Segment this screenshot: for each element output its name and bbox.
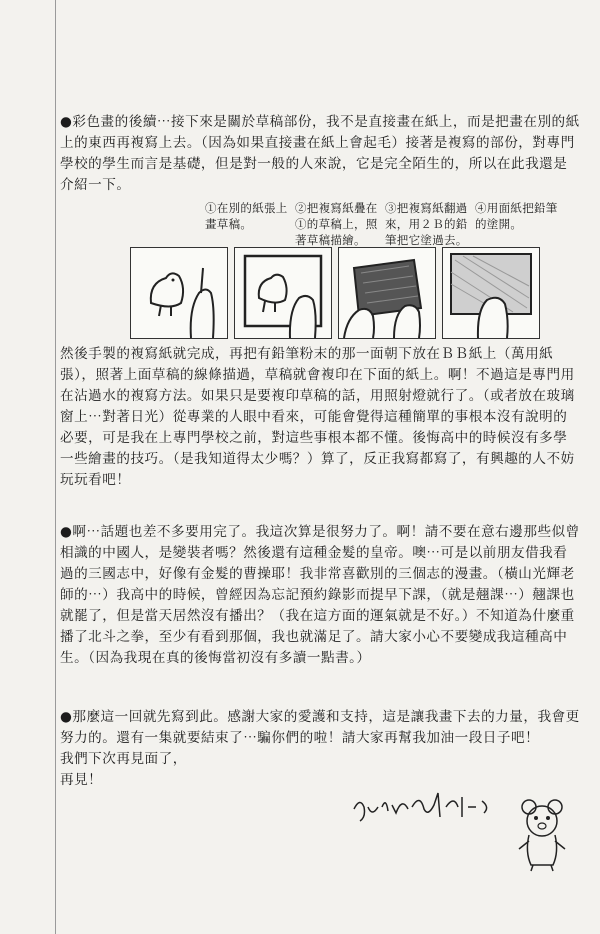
paragraph-chat: ●啊⋯話題也差不多要用完了。我這次算是很努力了。啊！請不要在意右邊那些似曾相識的中國人，是變裝者嗎？然後還有這種金髮的皇帝。噢⋯可是以前朋友借我看過的三國志中，好像有金髮的曹操耶！我非常喜歡別的三個志的漫畫。（橫山光輝老師的⋯）我高中的時候，曾經因為忘記預約錄影而提早下課，（就是翹課⋯）翹課也就罷了，但是當天居然沒有播出？（我在這方面的運氣就是不好。）不知道為什麼重播了北斗之拳，至少有看到那個，我也就滿足了。請大家小心不要變成我這種高中生。（因為我現在真的後悔當初沒有多讀一點書。） — [60, 524, 580, 666]
paragraph-intro: ●彩色畫的後續⋯接下來是關於草稿部份，我不是直接畫在紙上，而是把畫在別的紙上的東西再複寫上去。（因為如果直接畫在紙上會起毛）接著是複寫的部份，對專門學校的學生而言是基礎，但是對一般的人來說，它是完全陌生的，所以在此我還是介紹一下。 — [60, 114, 580, 193]
illustration-panels — [130, 247, 540, 339]
author-signature — [350, 787, 510, 827]
illustration-panel-4 — [442, 247, 540, 339]
paragraph-closing — [60, 707, 580, 791]
illustration-panel-1 — [130, 247, 228, 339]
step-caption-4: ④用面紙把鉛筆的塗開。 — [475, 201, 558, 231]
step-caption-3: ③把複寫紙翻過來，用２Ｂ的鉛筆把它塗過去。 — [385, 201, 468, 247]
illustration-panel-3 — [338, 247, 436, 339]
illustration-panel-2 — [234, 247, 332, 339]
closing-line-2: 我們下次再見面了， — [60, 751, 187, 767]
closing-line-3: 再見！ — [60, 772, 103, 788]
step-caption-2: ②把複寫紙疊在①的草稿上，照著草稿描繪。 — [295, 201, 378, 247]
step-caption-1: ①在別的紙張上畫草稿。 — [205, 201, 288, 231]
paragraph-tracing-method: 然後手製的複寫紙就完成，再把有鉛筆粉末的那一面朝下放在ＢＢ紙上（萬用紙張），照著上面草稿的線條描過，草稿就會複印在下面的紙上。啊！不過這是專門用在沾過水的複寫方法。如果只是要複印草稿的話，用照射燈就行了。（或者放在玻璃窗上⋯對著日光）從專業的人眼中看來，可能會覺得這種簡單的事根本沒有說明的必要，可是我在上專門學校之前，對這些事根本都不懂。後悔高中的時候沒有多學一些繪畫的技巧。（是我知道得太少嗎？）算了，反正我寫都寫了，有興趣的人不妨玩玩看吧！ — [60, 346, 575, 488]
bear-doodle — [515, 797, 570, 872]
closing-text: ●那麼這一回就先寫到此。感謝大家的愛護和支持，這是讓我畫下去的力量，我會更努力的。還有一集就要結束了⋯騙你們的啦！請大家再幫我加油一段日子吧！ — [60, 709, 580, 746]
steps-captions — [205, 200, 565, 248]
page-margin-line — [55, 0, 56, 934]
